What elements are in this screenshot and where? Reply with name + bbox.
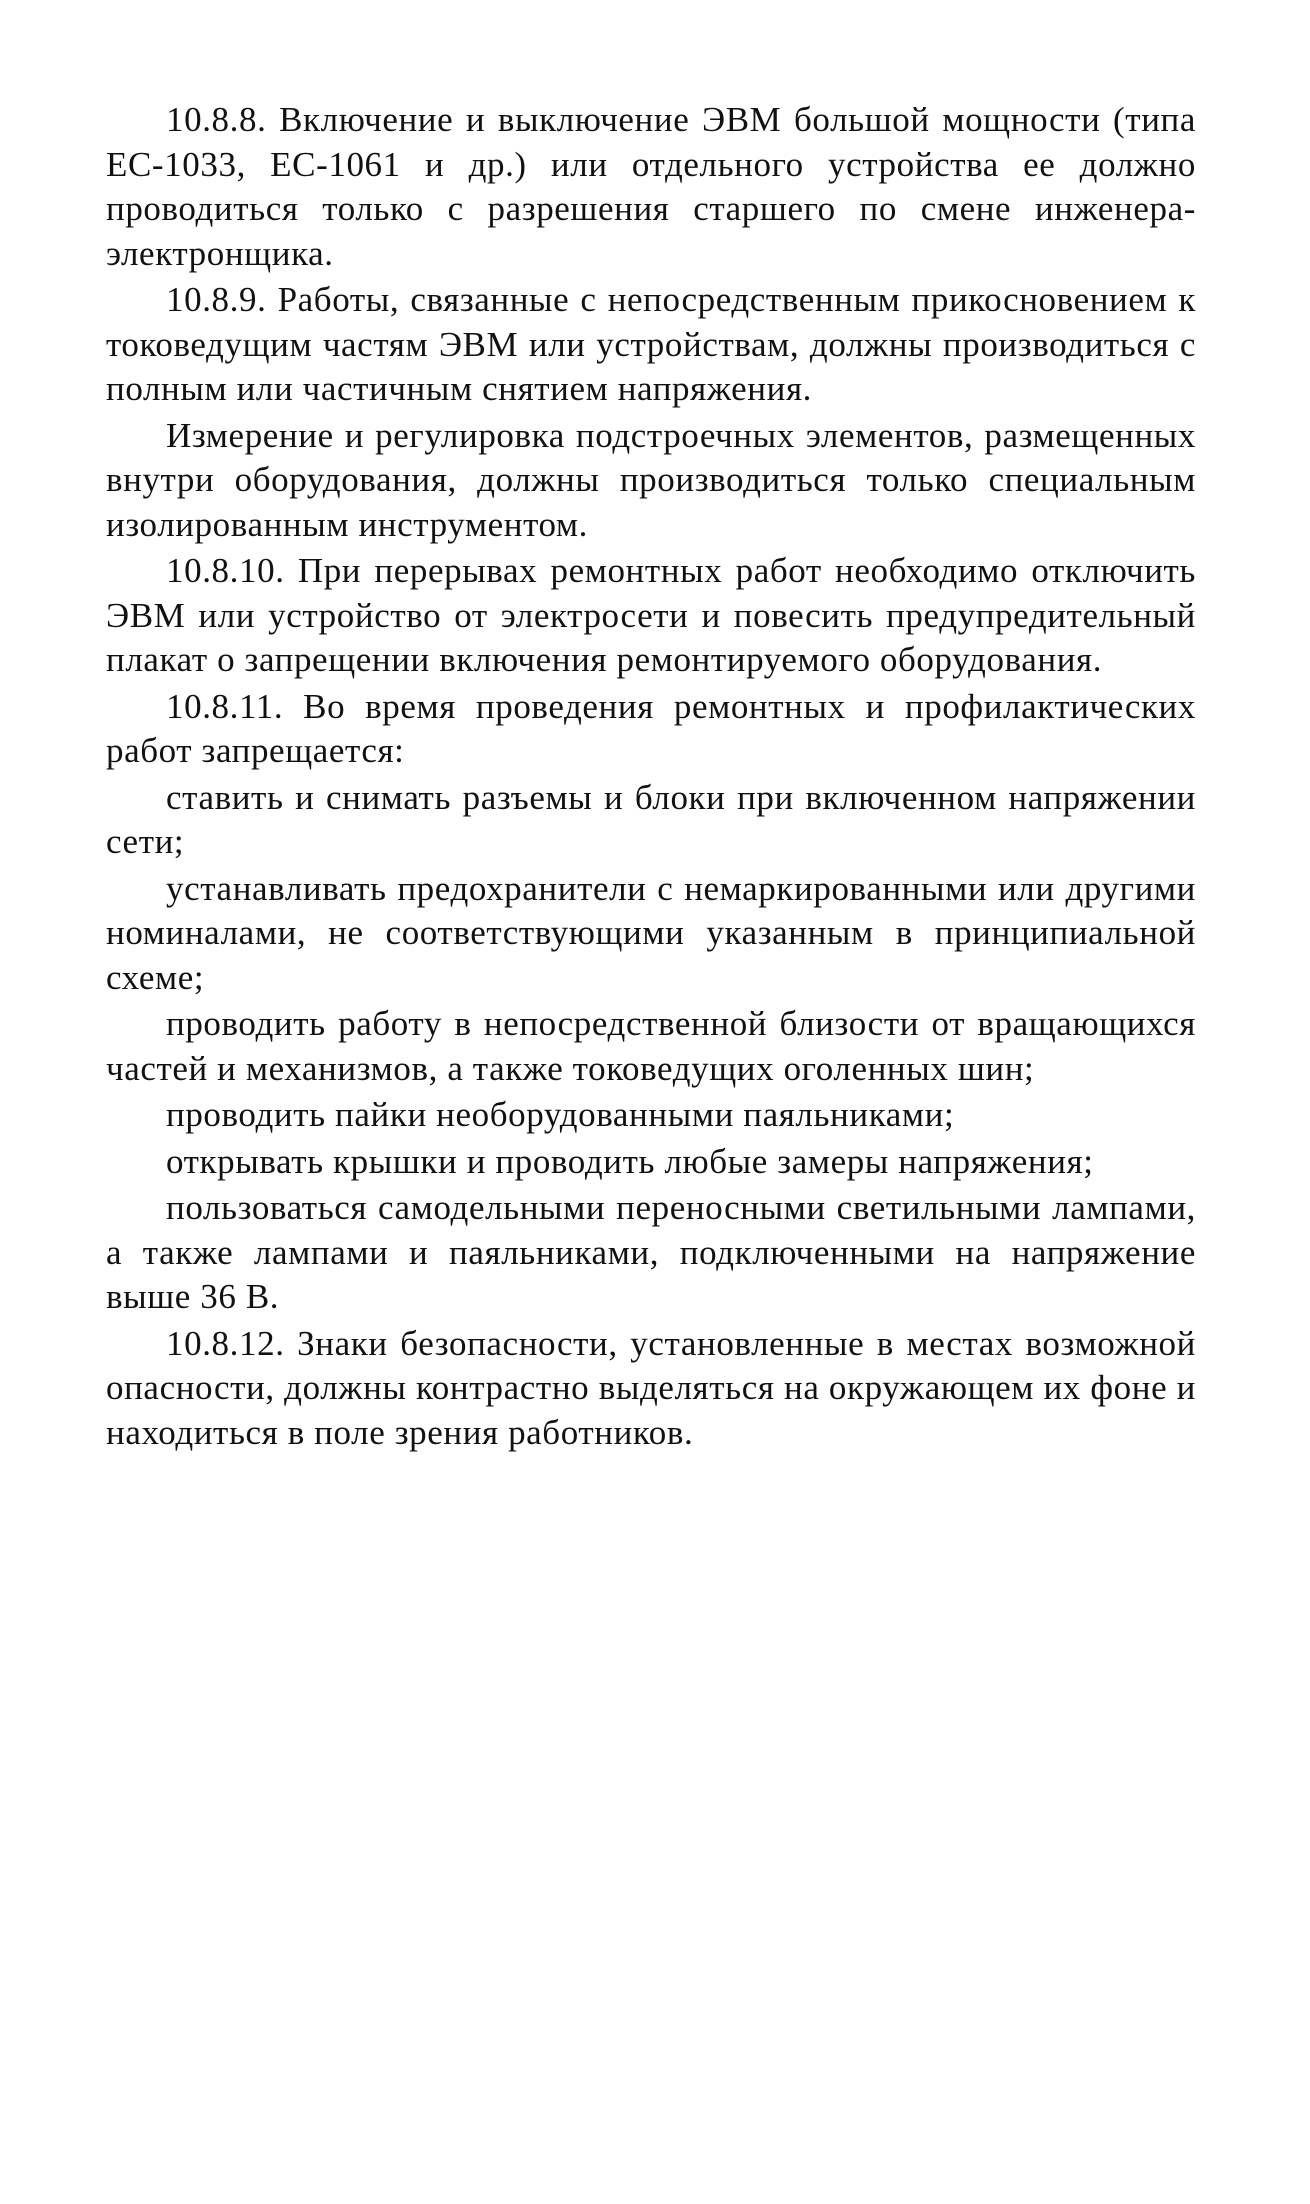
document-page: [106, 96, 1196, 1455]
list-item: пользоваться самодельными переносными светильными лампами, а также лампами и паяльниками, подключенными на напряжение выше 36 В.: [106, 1188, 1196, 1316]
paragraph-10-8-11: 10.8.11. Во время проведения ремонтных и профилактических работ запрещается:: [106, 686, 1196, 770]
list-item: проводить работу в непосредственной близости от вращающихся частей и механизмов, а также токоведущих оголенных шин;: [106, 1004, 1196, 1088]
list-item: проводить пайки необорудованными паяльниками;: [166, 1095, 955, 1134]
list-item: открывать крышки и проводить любые замеры напряжения;: [166, 1141, 1094, 1181]
paragraph-measurement: Измерение и регулировка подстроечных элементов, размещенных внутри оборудования, должны производиться только специальным изолированным инструментом.: [106, 415, 1196, 544]
paragraph-10-8-10: 10.8.10. При перерывах ремонтных работ необходимо отключить ЭВМ или устройство от электросети и повесить предупредительный плакат о запрещении включения ремонтируемого оборудования.: [106, 551, 1196, 679]
paragraph-10-8-12: 10.8.12. Знаки безопасности, установленные в местах возможной опасности, должны контрастно выделяться на окружающем их фоне и находиться в поле зрения работников.: [106, 1323, 1196, 1452]
list-item: ставить и снимать разъемы и блоки при включенном напряжении сети;: [106, 777, 1196, 861]
paragraph-10-8-9: 10.8.9. Работы, связанные с непосредственным прикосновением к токоведущим частям ЭВМ или устройствам, должны производиться с полным или частичным снятием напряжения.: [106, 280, 1196, 408]
paragraph-10-8-8: 10.8.8. Включение и выключение ЭВМ большой мощности (типа ЕС-1033, ЕС-1061 и др.) или отдельного устройства ее должно проводиться только с разрешения старшего по смене инженера-электронщика.: [106, 100, 1196, 273]
list-item: устанавливать предохранители с немаркированными или другими номиналами, не соответствующими указанным в принципиальной схеме;: [106, 868, 1196, 997]
